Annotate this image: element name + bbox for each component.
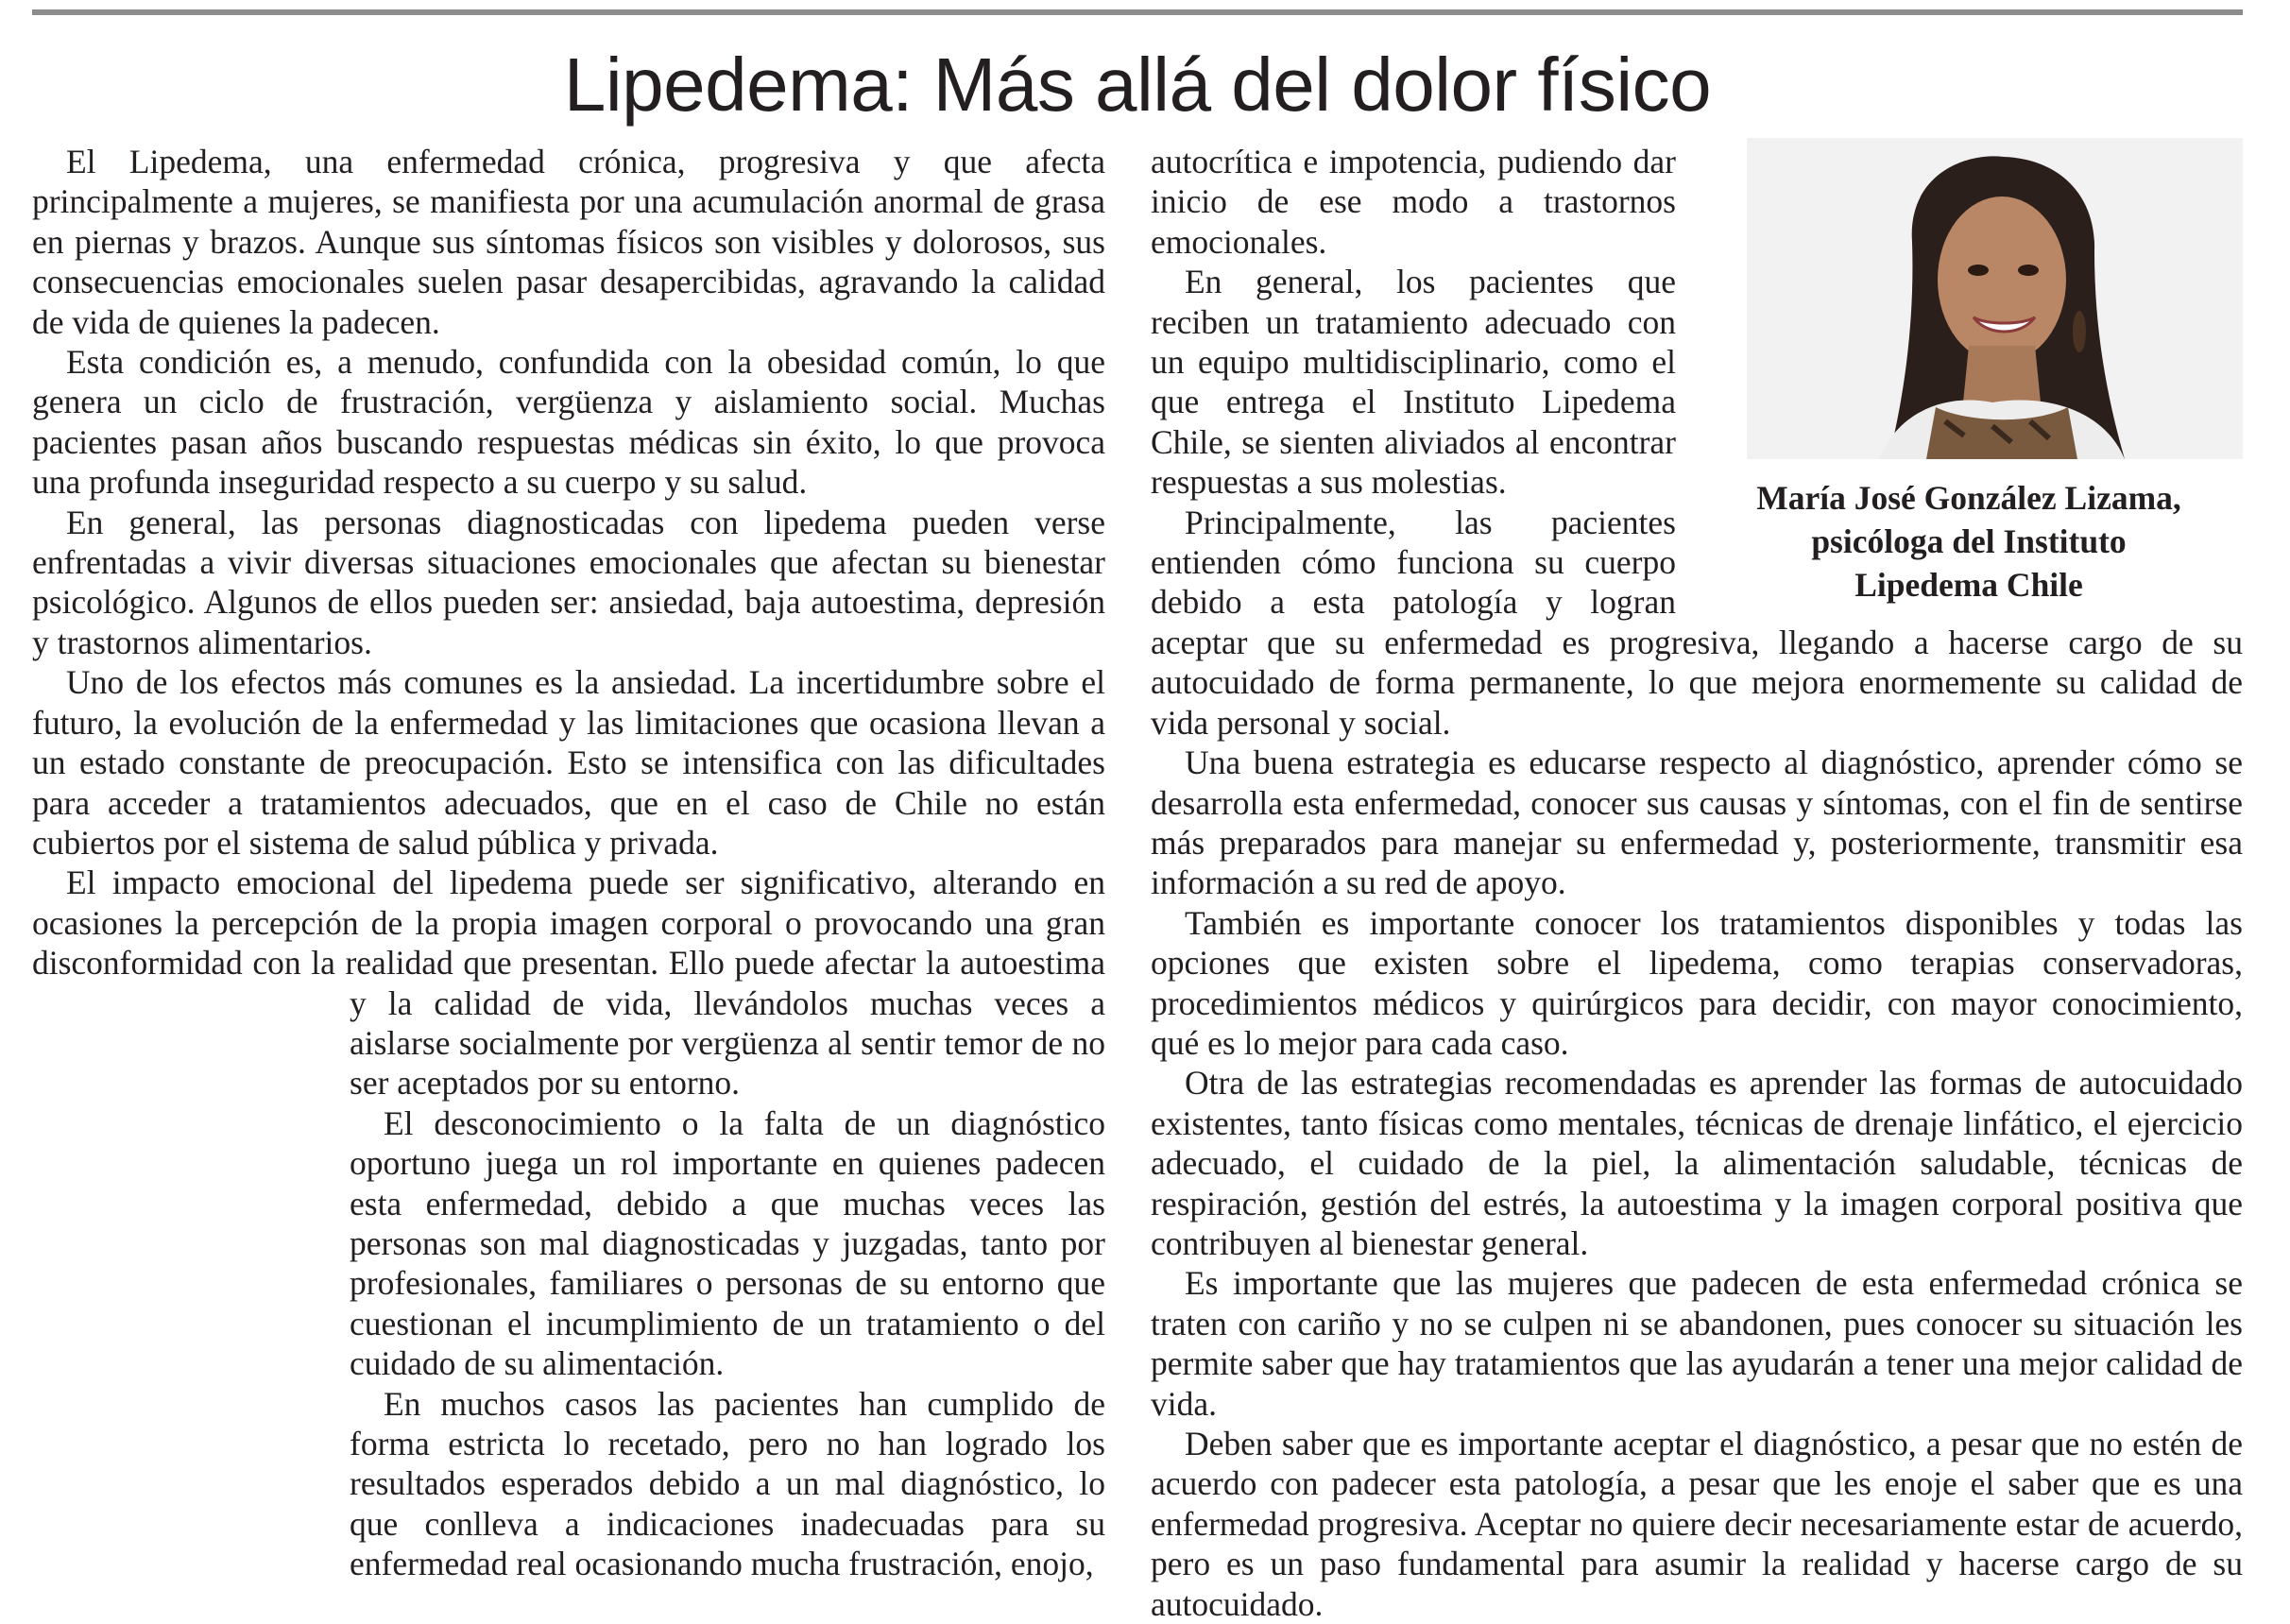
paragraph: Otra de las estrategias recomendadas es aprender las formas de autocuidado existentes, tanto físicas como mentales, técnicas de drenaje linfático, el ejercicio adecuado, el cuidado de la piel, la alimentación saludable, técnicas de respiración, gestión del estrés, la autoestima y la imagen corporal positiva que contribuyen al bienestar general. bbox=[1151, 1064, 2243, 1262]
portrait-photo bbox=[1747, 138, 2243, 459]
top-rule bbox=[32, 9, 2243, 15]
article-column-right bbox=[1151, 142, 2243, 1624]
layout-indent-block bbox=[32, 992, 350, 1610]
paragraph: En muchos casos las pacientes han cumplido de forma estricta lo recetado, pero no han logrado los resultados esperados debido a un mal diagnóstico, lo que conlleva a indicaciones inadecuadas para su enfermedad real ocasionando mucha frustración, enojo, bbox=[350, 1384, 1105, 1583]
caption-role: psicóloga del Instituto bbox=[1811, 522, 2127, 560]
photo-caption bbox=[1695, 476, 2243, 607]
author-figure bbox=[1695, 138, 2243, 616]
paragraph: Es importante que las mujeres que padecen de esta enfermedad crónica se traten con cariño y no se culpen ni se abandonen, pues conocer su situación les permite saber que hay tratamientos que las ayudarán a tener una mejor calidad de vida. bbox=[1151, 1264, 2243, 1423]
article-headline: Lipedema: Más allá del dolor físico bbox=[563, 43, 1712, 127]
paragraph: El impacto emocional del lipedema puede ser significativo, alterando en ocasiones la percepción de la propia imagen corporal o provocando una gran disconformidad con la realidad que presentan. Ello puede afectar la autoestima y la calidad de vida, llevándolos muchas veces a aislarse socialmente por vergüenza al sentir temor de no ser aceptados por su entorno. bbox=[32, 863, 1105, 1103]
paragraph: Deben saber que es importante aceptar el diagnóstico, a pesar que no estén de acuerdo con padecer esta patología, a pesar que les enoje el saber que es una enfermedad progresiva. Aceptar no quiere decir necesariamente estar de acuerdo, pero es un paso fundamental para asumir la realidad y hacerse cargo de su autocuidado. bbox=[1151, 1425, 2243, 1623]
caption-institution: Lipedema Chile bbox=[1854, 566, 2083, 604]
paragraph: En general, los pacientes que reciben un tratamiento adecuado con un equipo multidisciplinario, como el que entrega el Instituto Lipedema Chile, se sienten aliviados al encontrar respuestas a sus molestias. bbox=[1151, 263, 1676, 502]
paragraph: El desconocimiento o la falta de un diagnóstico oportuno juega un rol importante en quienes padecen esta enfermedad, debido a que muchas veces las personas son mal diagnosticadas y juzgadas, tanto por profesionales, familiares o personas de su entorno que cuestionan el incumplimiento de un tratamiento o del cuidado de su alimentación. bbox=[350, 1103, 1105, 1383]
paragraph: También es importante conocer los tratamientos disponibles y todas las opciones que existen sobre el lipedema, como terapias conservadoras, procedimientos médicos y quirúrgicos para decidir, con mayor conocimiento, qué es lo mejor para cada caso. bbox=[1151, 903, 2243, 1062]
article-column-left bbox=[32, 142, 1105, 1610]
paragraph: Uno de los efectos más comunes es la ansiedad. La incertidumbre sobre el futuro, la evolución de la enfermedad y las limitaciones que ocasiona llevan a un estado constante de preocupación. Esto se intensifica con las dificultades para acceder a tratamientos adecuados, que en el caso de Chile no están cubiertos por el sistema de salud pública y privada. bbox=[32, 663, 1105, 862]
paragraph: En general, las personas diagnosticadas con lipedema pueden verse enfrentadas a vivir diversas situaciones emocionales que afectan su bienestar psicológico. Algunos de ellos pueden ser: ansiedad, baja autoestima, depresión y trastornos alimentarios. bbox=[32, 503, 1105, 661]
paragraph: autocrítica e impotencia, pudiendo dar inicio de ese modo a trastornos emocionales. bbox=[1151, 143, 1676, 261]
paragraph: Una buena estrategia es educarse respecto al diagnóstico, aprender cómo se desarrolla esta enfermedad, conocer sus causas y síntomas, con el fin de sentirse más preparados para manejar su enfermedad y, posteriormente, transmitir esa información a su red de apoyo. bbox=[1151, 744, 2243, 902]
paragraph: Principalmente, las pacientes entienden cómo funciona su cuerpo debido a esta patología y logran aceptar que su enfermedad es progresiva, llegando a hacerse cargo de su autocuidado de forma permanente, lo que mejora enormemente su calidad de vida personal y social. bbox=[1151, 503, 2243, 742]
paragraph: Esta condición es, a menudo, confundida con la obesidad común, lo que genera un ciclo de frustración, vergüenza y aislamiento social. Muchas pacientes pasan años buscando respuestas médicas sin éxito, lo que provoca una profunda inseguridad respecto a su cuerpo y su salud. bbox=[32, 343, 1105, 502]
paragraph: El Lipedema, una enfermedad crónica, progresiva y que afecta principalmente a mujeres, se manifiesta por una acumulación anormal de grasa en piernas y brazos. Aunque sus síntomas físicos son visibles y dolorosos, sus consecuencias emocionales suelen pasar desapercibidas, agravando la calidad de vida de quienes la padecen. bbox=[32, 143, 1105, 341]
caption-name: María José González Lizama, bbox=[1756, 479, 2181, 517]
portrait-image bbox=[1747, 138, 2243, 459]
